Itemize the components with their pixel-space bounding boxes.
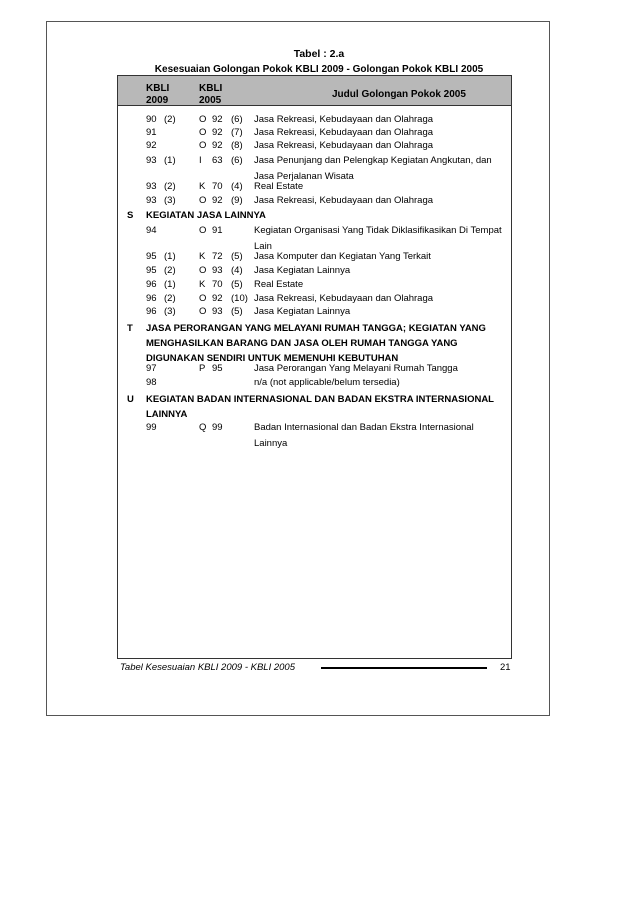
table-title: Tabel : 2.a xyxy=(293,48,345,60)
header-kbli-2009-line1: KBLI xyxy=(146,83,170,94)
kbli2005-num: 92 xyxy=(212,195,223,206)
kbli2009-code: 93 xyxy=(146,195,157,206)
row-description: Kegiatan Organisasi Yang Tidak Diklasifikasikan Di Tempat Lain xyxy=(254,225,502,252)
kbli2005-num: 93 xyxy=(212,306,223,317)
row-description: Jasa Rekreasi, Kebudayaan dan Olahraga xyxy=(254,293,434,304)
kbli2009-code: 96 xyxy=(146,293,157,304)
header-judul: Judul Golongan Pokok 2005 xyxy=(332,89,466,100)
kbli2005-sub: (6) xyxy=(231,114,243,125)
kbli2005-num: 70 xyxy=(212,279,223,290)
row-description: Jasa Rekreasi, Kebudayaan dan Olahraga xyxy=(254,114,434,125)
kbli2009-sub: (1) xyxy=(164,155,176,166)
row-description: Badan Internasional dan Badan Ekstra Internasional Lainnya xyxy=(254,422,474,449)
kbli2009-code: 92 xyxy=(146,140,157,151)
kbli2009-sub: (2) xyxy=(164,181,176,192)
row-description: Jasa Rekreasi, Kebudayaan dan Olahraga xyxy=(254,127,434,138)
kbli2005-letter: O xyxy=(199,195,207,206)
kbli2005-sub: (9) xyxy=(231,195,243,206)
kbli2005-num: 63 xyxy=(212,155,223,166)
row-description: n/a (not applicable/belum tersedia) xyxy=(254,377,400,388)
kbli2009-sub: (2) xyxy=(164,293,176,304)
kbli2005-num: 91 xyxy=(212,225,223,236)
kbli2005-sub: (6) xyxy=(231,155,243,166)
row-description: Jasa Kegiatan Lainnya xyxy=(254,265,351,276)
kbli2005-letter: O xyxy=(199,114,207,125)
kbli2009-sub: (2) xyxy=(164,114,176,125)
kbli2005-letter: K xyxy=(199,251,206,262)
kbli2009-sub: (1) xyxy=(164,279,176,290)
kbli2009-code: 96 xyxy=(146,306,157,317)
header-kbli-2005 xyxy=(199,83,222,107)
kbli2005-letter: O xyxy=(199,306,207,317)
kbli2009-sub: (3) xyxy=(164,195,176,206)
header-kbli-2005-line2: 2005 xyxy=(199,95,222,106)
section-letter: T xyxy=(127,323,133,334)
row-description: Real Estate xyxy=(254,181,304,192)
section-letter: U xyxy=(127,394,134,405)
kbli2005-letter: O xyxy=(199,265,207,276)
section-letter: S xyxy=(127,210,134,221)
kbli2005-letter: I xyxy=(199,155,202,166)
kbli2005-letter: K xyxy=(199,279,206,290)
kbli2005-sub: (5) xyxy=(231,251,243,262)
row-description: Jasa Rekreasi, Kebudayaan dan Olahraga xyxy=(254,195,434,206)
kbli2005-letter: O xyxy=(199,225,207,236)
kbli2005-letter: O xyxy=(199,140,207,151)
section-title: KEGIATAN JASA LAINNYA xyxy=(146,210,266,221)
kbli2005-num: 72 xyxy=(212,251,223,262)
table-header xyxy=(118,76,511,106)
kbli2005-sub: (7) xyxy=(231,127,243,138)
row-description: Jasa Rekreasi, Kebudayaan dan Olahraga xyxy=(254,140,434,151)
kbli2009-sub: (3) xyxy=(164,306,176,317)
kbli2009-code: 93 xyxy=(146,181,157,192)
kbli2005-sub: (4) xyxy=(231,265,243,276)
kbli2005-num: 70 xyxy=(212,181,223,192)
kbli2009-sub: (2) xyxy=(164,265,176,276)
kbli2009-code: 94 xyxy=(146,225,157,236)
kbli2009-sub: (1) xyxy=(164,251,176,262)
kbli2009-code: 91 xyxy=(146,127,157,138)
kbli2009-code: 95 xyxy=(146,265,157,276)
kbli2005-letter: Q xyxy=(199,422,207,433)
kbli2005-letter: O xyxy=(199,127,207,138)
kbli2005-num: 99 xyxy=(212,422,223,433)
table-subtitle: Kesesuaian Golongan Pokok KBLI 2009 - Golongan Pokok KBLI 2005 xyxy=(154,64,484,75)
header-kbli-2009 xyxy=(146,83,169,107)
footer-caption: Tabel Kesesuaian KBLI 2009 - KBLI 2005 xyxy=(120,662,295,673)
row-description: Jasa Perorangan Yang Melayani Rumah Tangga xyxy=(254,363,458,374)
row-description: Real Estate xyxy=(254,279,304,290)
kbli2005-sub: (10) xyxy=(231,293,248,304)
kbli2009-code: 90 xyxy=(146,114,157,125)
kbli2005-sub: (5) xyxy=(231,306,243,317)
table xyxy=(117,75,512,659)
page-number: 21 xyxy=(500,662,511,673)
section-title: JASA PERORANGAN YANG MELAYANI RUMAH TANGGA; KEGIATAN YANG MENGHASILKAN BARANG DAN JASA OLEH RUMAH TANGGA YANG DIGUNAKAN SENDIRI UNTUK MEMENUHI KEBUTUHAN xyxy=(146,323,486,364)
row-description: Jasa Penunjang dan Pelengkap Kegiatan Angkutan, dan Jasa Perjalanan Wisata xyxy=(254,155,492,182)
kbli2009-code: 96 xyxy=(146,279,157,290)
header-kbli-2009-line2: 2009 xyxy=(146,95,169,106)
kbli2005-num: 92 xyxy=(212,293,223,304)
kbli2005-sub: (5) xyxy=(231,279,243,290)
kbli2005-num: 93 xyxy=(212,265,223,276)
section-title: KEGIATAN BADAN INTERNASIONAL DAN BADAN EKSTRA INTERNASIONAL LAINNYA xyxy=(146,394,494,420)
kbli2005-sub: (4) xyxy=(231,181,243,192)
kbli2009-code: 95 xyxy=(146,251,157,262)
kbli2009-code: 97 xyxy=(146,363,157,374)
kbli2009-code: 99 xyxy=(146,422,157,433)
kbli2005-letter: O xyxy=(199,293,207,304)
kbli2005-num: 92 xyxy=(212,140,223,151)
kbli2005-num: 92 xyxy=(212,127,223,138)
row-description: Jasa Kegiatan Lainnya xyxy=(254,306,351,317)
kbli2009-code: 98 xyxy=(146,377,157,388)
kbli2005-num: 92 xyxy=(212,114,223,125)
kbli2005-sub: (8) xyxy=(231,140,243,151)
footer-rule xyxy=(321,667,487,669)
kbli2005-num: 95 xyxy=(212,363,223,374)
kbli2005-letter: P xyxy=(199,363,206,374)
header-kbli-2005-line1: KBLI xyxy=(199,83,223,94)
row-description: Jasa Komputer dan Kegiatan Yang Terkait xyxy=(254,251,431,262)
kbli2009-code: 93 xyxy=(146,155,157,166)
kbli2005-letter: K xyxy=(199,181,206,192)
